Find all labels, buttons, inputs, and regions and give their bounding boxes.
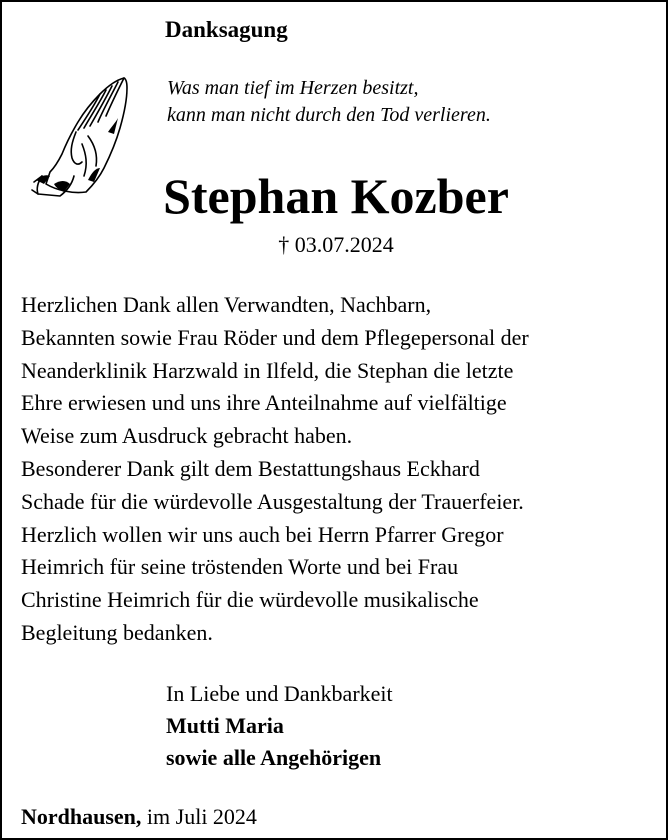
text-line: Besonderer Dank gilt dem Bestattungshaus Eckhard [21, 455, 480, 481]
text-line: Weise zum Ausdruck gebracht haben. [21, 423, 353, 449]
quote-line: kann man nicht durch den Tod verlieren. [167, 104, 491, 126]
text-line: Neanderklinik Harzwald in Ilfeld, die Stephan die letzte [21, 357, 514, 383]
closing-line: In Liebe und Dankbarkeit [166, 681, 393, 706]
closing-signature [166, 678, 393, 774]
quote-line: Was man tief im Herzen besitzt, [167, 77, 419, 99]
thanks-text [21, 289, 529, 650]
heading: Danksagung [165, 17, 288, 42]
text-line: Herzlich wollen wir uns auch bei Herrn Pfarrer Gregor [21, 521, 504, 547]
signer-name: Mutti Maria [166, 713, 284, 738]
text-line: Christine Heimrich für die würdevolle musikalische [21, 587, 479, 613]
death-date: † 03.07.2024 [278, 232, 394, 257]
text-line: Bekannten sowie Frau Röder und dem Pflegepersonal der [21, 324, 529, 350]
signer-relatives: sowie alle Angehörigen [166, 745, 382, 770]
quote [167, 75, 491, 129]
text-line: Ehre erwiesen und uns ihre Anteilnahme auf vielfältige [21, 390, 507, 416]
text-line: Schade für die würdevolle Ausgestaltung der Trauerfeier. [21, 488, 524, 514]
deceased-name: Stephan Kozber [163, 168, 509, 224]
date: im Juli 2024 [141, 804, 257, 829]
place: Nordhausen, [21, 804, 142, 829]
place-date [21, 802, 257, 832]
text-line: Herzlichen Dank allen Verwandten, Nachbarn, [21, 292, 432, 317]
text-line: Heimrich für seine tröstenden Worte und bei Frau [21, 554, 459, 580]
text-line: Begleitung bedanken. [21, 619, 213, 645]
